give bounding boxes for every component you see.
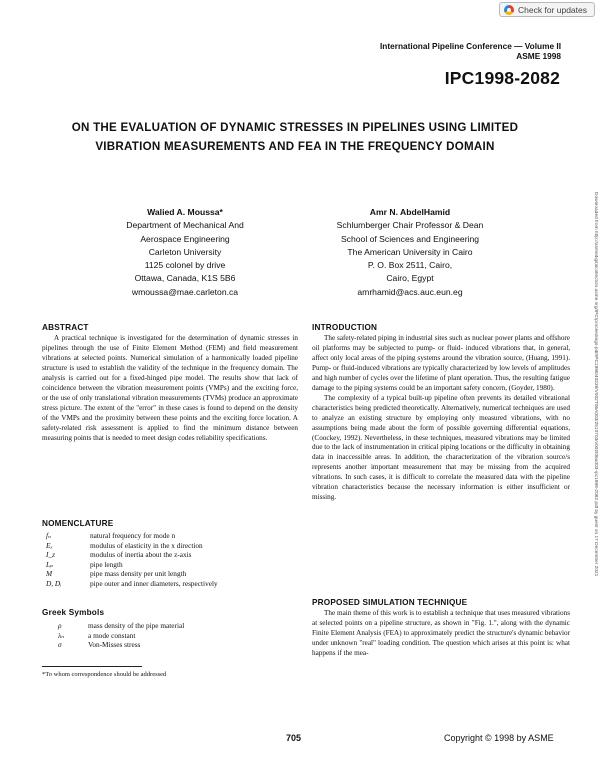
check-for-updates-icon [504,5,514,15]
proposed-technique-heading: PROPOSED SIMULATION TECHNIQUE [312,598,468,607]
nomenclature-description: pipe outer and inner diameters, respectively [90,578,218,588]
introduction-paragraph-1: The safety-related piping in industrial sites such as nuclear power plants and offshore oil platforms may be subjected to pump- or fluid- induced vibrations that, in general, affect only local areas of the piping systems around the vibration source, (Huang, 1991). Pump- or fluid-induced vibrations are typically characterized by low levels of amplitudes and high number of cycles over the lifetime of plant operation. Thus, the resulting fatigue damage to the piping systems could be an important safety concern, (Goyder, 1980). [312,334,570,392]
author-email: amrhamid@acs.auc.eun.eg [357,286,463,297]
author-affiliation-line: Cairo, Egypt [386,273,434,284]
greek-symbol-description: a mode constant [88,630,136,640]
paper-title-line-2: VIBRATION MEASUREMENTS AND FEA IN THE FREQUENCY DOMAIN [95,140,495,153]
greek-symbol-description: Von-Misses stress [88,640,141,650]
greek-symbols-heading: Greek Symbols [42,608,105,617]
author-affiliation-line: Ottawa, Canada, K1S 5B6 [134,273,236,284]
nomenclature-symbol: M [46,569,53,579]
nomenclature-row [46,560,306,570]
nomenclature-symbol: Eₓ [46,540,53,550]
nomenclature-description: modulus of inertia about the z-axis [90,550,192,560]
footnote-divider [42,666,142,667]
nomenclature-description: pipe length [90,559,123,569]
check-for-updates-button[interactable] [499,2,595,17]
nomenclature-symbol: I_z [46,550,55,560]
nomenclature-symbol: Lₚ [46,559,53,569]
download-side-note: Downloaded from http://asmedigitalcollection.asme.org/IPC/proceedings-pdf/IPC1998/40238/V002T06A003/2510703/v002t06a003-ipc1998-2082.pdf by guest on 17 December 2021 [593,192,598,577]
footnote: *To whom correspondence should be addressed [42,671,167,678]
nomenclature-row [46,550,306,560]
author-affiliation-line: School of Sciences and Engineering [340,233,480,244]
greek-symbol: σ [58,640,62,650]
introduction-paragraph-2: The complexity of a typical built-up pipeline often prevents its detailed vibrational characteristics being predicted theoretically. Alternatively, numerical techniques are used to analyze an existing structure by employing only measured vibrations, with no assumptions being made about the form of possible governing differential equations, (Coockey, 1992). Nevertheless, in these techniques, measured vibrations may be limited due to the lack of instrumentation in critical piping locations or the difficulty in obtaining data in inaccessible areas. In addition, the characterization of the vibration source/s represents another important measurement that may be missing from the acquired vibrations. In such cases, it is difficult to correlate the measured data with the pipeline vibration characteristics because the necessary information is either insufficient or missing. [312,393,570,502]
abstract-paragraph: A practical technique is investigated for the determination of dynamic stresses in pipelines through the use of Finite Element Method (FEM) and field measurement vibrations at selected points. Numerical simulation of a harmonically loaded pipeline structure is used to establish the validity of the technique in the frequency domain. The analysis is carried out for a fixed-hinged pipe model. The results show that lack of coincidence between the vibration measurement points (VMPs) and the exciting force, or the use of only translational vibration measurements (TVMs) produce an approximate stress picture. The extent of the "error" in these cases is found to depend on the density of the VMPs and the proximity between these points and the exciting force location. A safety-related risk assessment is applied to find the minimum distance between measuring points that is needed to meet design codes reliability specifications. [42,334,298,442]
greek-symbols-list [58,621,298,650]
greek-symbol-row [58,631,298,641]
nomenclature-heading: NOMENCLATURE [42,519,114,528]
abstract-heading: ABSTRACT [42,323,89,332]
author-affiliation-line: Department of Mechanical And [126,220,244,231]
author-affiliation-line: Schlumberger Chair Professor & Dean [336,220,484,231]
author-block-1 [100,206,270,299]
greek-symbol-description: mass density of the pipe material [88,621,185,630]
paper-title-line-1: ON THE EVALUATION OF DYNAMIC STRESSES IN PIPELINES USING LIMITED [71,121,519,134]
nomenclature-row [46,541,306,551]
greek-symbol: λₙ [58,630,65,640]
greek-symbol-row [58,621,298,631]
author-affiliation-line: The American University in Cairo [347,246,473,257]
abstract-body [42,334,298,443]
author-block-2 [315,206,505,299]
nomenclature-list [46,531,306,588]
author-name: Amr N. AbdelHamid [369,207,451,217]
nomenclature-description: natural frequency for mode n [90,531,176,540]
page-number: 705 [286,733,302,743]
nomenclature-row [46,569,306,579]
author-email: wmoussa@mae.carleton.ca [131,286,239,297]
author-affiliation-line: P. O. Box 2511, Cairo, [367,260,453,271]
author-affiliation-line: 1125 colonel by drive [144,260,226,271]
author-name: Walied A. Moussa* [147,207,223,217]
conference-name: International Pipeline Conference — Volume II [379,41,561,51]
nomenclature-symbol: D, Dᵢ [46,578,62,588]
proposed-technique-body [312,609,570,659]
author-affiliation-line: Carleton University [148,246,222,257]
nomenclature-symbol: fₙ [46,531,51,540]
nomenclature-row [46,579,306,589]
greek-symbol-row [58,640,298,650]
paper-id: IPC1998-2082 [444,68,560,88]
nomenclature-row [46,531,306,541]
proposed-technique-paragraph: The main theme of this work is to establish a technique that uses measured vibrations at selected points on a pipeline structure, as shown in "Fig. 1.", along with the dynamic Finite Element Analysis (FEA) to approximately predict the structure's dynamic behavior under unknown "real" loading condition. The question which arises at this point is: what happens if the mea- [312,609,570,657]
introduction-heading: INTRODUCTION [312,323,378,332]
conference-year: ASME 1998 [516,51,561,61]
check-for-updates-label: Check for updates [518,4,587,15]
nomenclature-description: pipe mass density per unit length [90,569,187,579]
introduction-body [312,334,570,503]
author-affiliation-line: Aerospace Engineering [140,233,230,244]
greek-symbol: ρ [58,621,62,630]
nomenclature-description: modulus of elasticity in the x direction [90,540,203,550]
copyright-notice: Copyright © 1998 by ASME [444,733,554,743]
